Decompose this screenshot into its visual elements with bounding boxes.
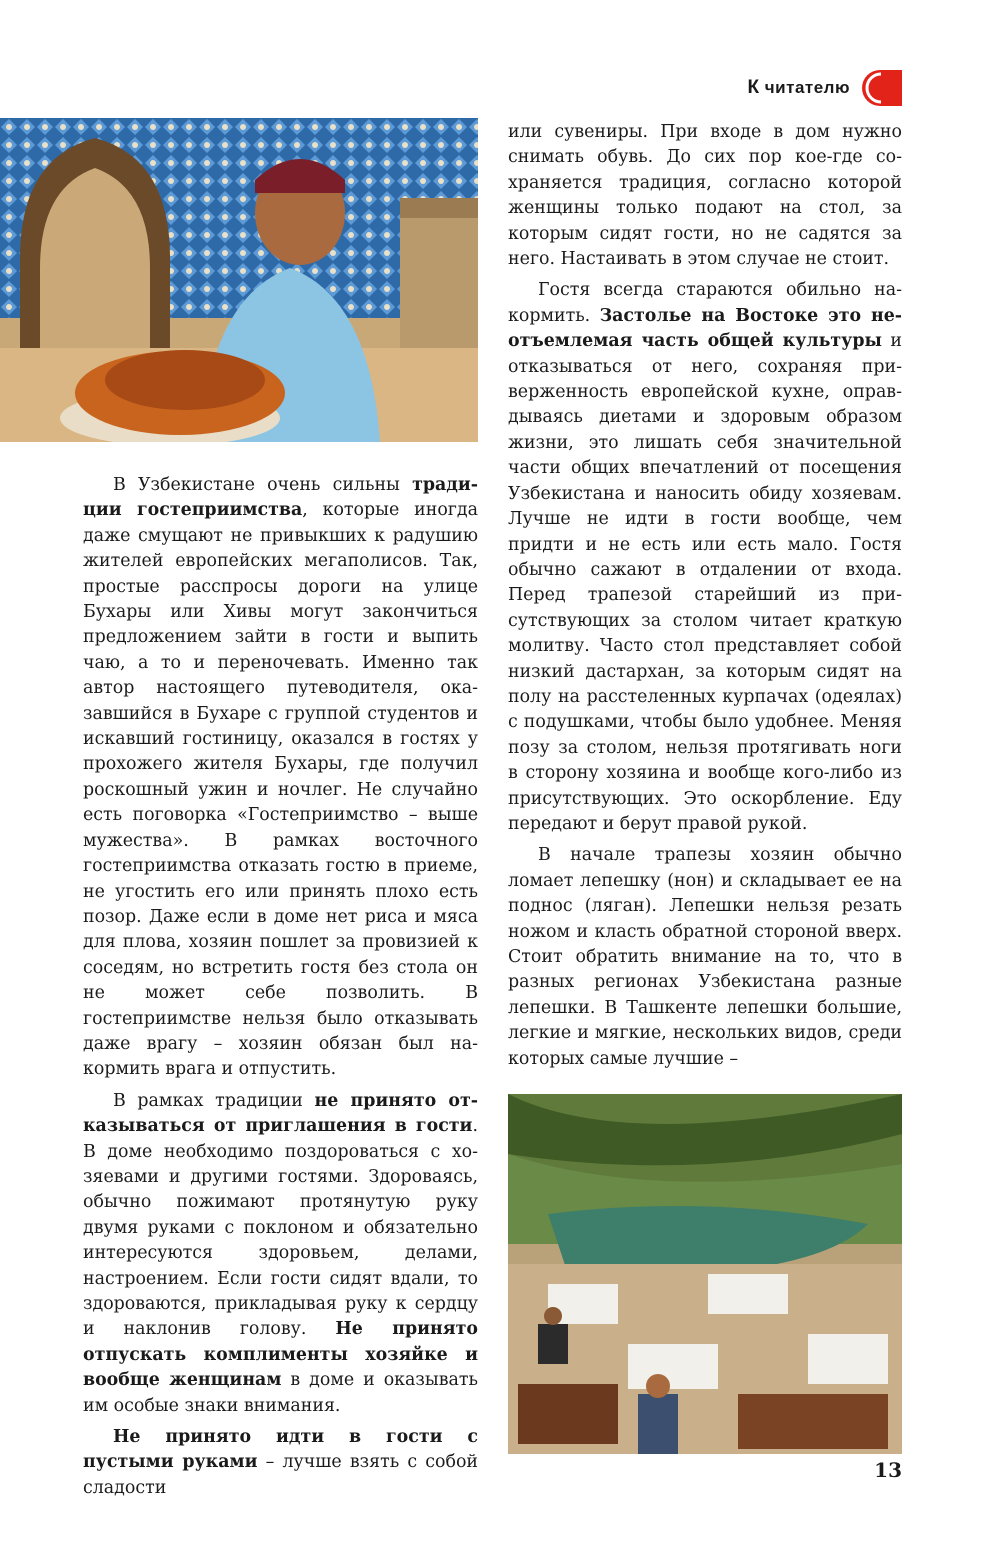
- paragraph: или сувениры. При входе в дом нужно снимать обувь. До сих пор кое-где сохраняется традиция, согласно которой женщины только подают на стол, за которым сидят гости, но не садятся за него. Настаивать в этом случае не стоит.: [508, 122, 902, 270]
- paragraph: В Узбекистане очень сильны традиции гостеприимства, которые иногда даже смущают не привыкших к радушию жителей европейских мегаполисов. Так, простые расспросы дороги на улице Бухары или Хивы могут закончиться предложением зайти в гости и выпить чаю, а то и переночевать. Именно так автор настоящего путеводителя, оказавшийся в Бухаре с группой студентов и искавший гостиницу, оказался в гостях у прохожего жителя Бухары, где получил роскошный ужин и ночлег. Не случайно есть поговорка «Гостеприимство – выше мужества». В рамках восточного гостеприимства отказать гостю в приеме, не угостить его или принять плохо есть позор. Даже если в доме нет риса и мяса для плова, хозяин пошлет за провизией к соседям, но встретить гостя без стола он не может себе позволить. В гостеприимстве нельзя было отказывать даже врагу – хозяин обязан был накормить врага и отпустить.: [83, 475, 478, 1080]
- paragraph: В начале трапезы хозяин обычно ломает лепешку (нон) и складывает ее на поднос (ляган). Лепешки нельзя резать ножом и класть обратной стороной вверх. Стоит обратить внимание на то, что в разных регионах Узбекистана разные лепешки. В Ташкенте лепешки большие, легкие и мягкие, нескольких видов, среди которых самые лучшие –: [508, 845, 902, 1069]
- man-with-plov-photo: [0, 118, 478, 442]
- paragraph: Не принято идти в гости с пустыми руками – лучше взять с собой сладости: [83, 1427, 479, 1498]
- left-text-column: [83, 473, 478, 1507]
- right-text-column: [508, 120, 902, 1078]
- paragraph: В рамках традиции не принято отказываться от приглашения в гости. В доме необходимо поздороваться с хозяевами и другими гостями. Здороваясь, обычно пожимают протянутую руку двумя руками с поклоном и обязательно интересуются здоровьем, делами, настроением. Если гости сидят вдали, то здороваются, прикладывая руку к сердцу и наклонив голову. Не принято отпускать комплименты хозяйке и вообще женщинам в доме и оказывать им особые знаки внимания.: [83, 1090, 478, 1416]
- outdoor-cafe-photo: [508, 1094, 902, 1454]
- page-number: 13: [874, 1458, 902, 1482]
- paragraph: Гостя всегда стараются обильно накормить. Застолье на Востоке это неотъемлемая часть общей культуры и отказываться от него, сохраняя приверженность европейской кухне, оправдываясь диетами и здоровым образом жизни, это лишать себя значительной части общих впечатлений от посещения Узбекистана и наносить обиду хозяевам. Лучше не идти в гости вообще, чем придти и не есть или есть мало. Гостя обычно сажают в отдалении от входа. Перед трапезой старейший из присутствующих за столом читает краткую молитву. Часто стол представляет собой низкий дастархан, за которым сидят на полу на расстеленных курпачах (одеялах) с подушками, чтобы было удобнее. Меняя позу за столом, нельзя протягивать ноги в сторону хозяина и вообще кого-либо из присутствующих. Это оскорбление. Еду передают и берут правой рукой.: [508, 280, 902, 834]
- running-header: [747, 70, 902, 106]
- section-title: К читателю: [747, 77, 850, 98]
- red-tab-icon: [858, 70, 902, 106]
